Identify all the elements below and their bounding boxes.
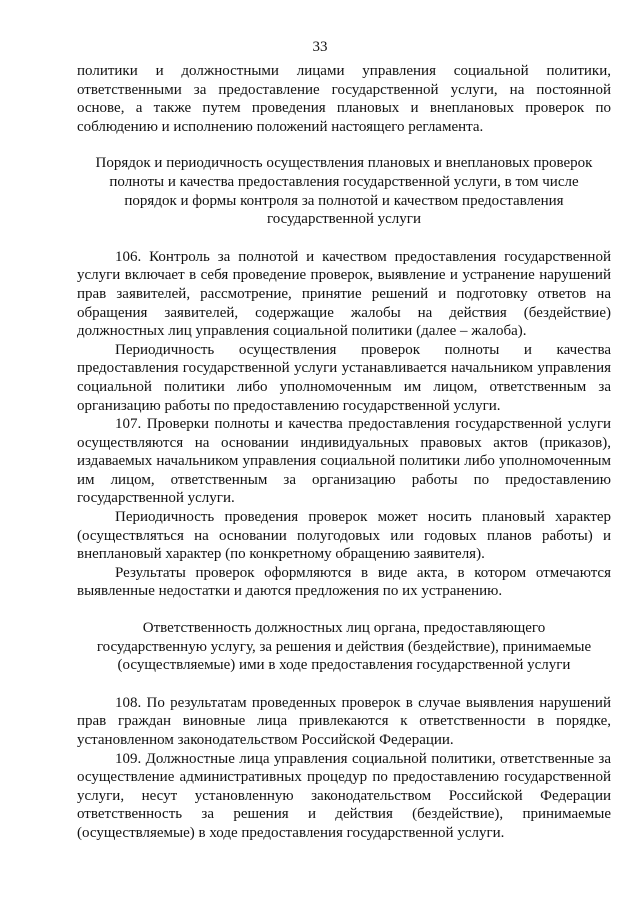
section-heading-control: Порядок и периодичность осуществления плановых и внеплановых проверок полноты и качества предоставления государственной услуги, в том числе порядок и формы контроля за полнотой и качеством предоставления государственной услуги [95, 155, 593, 228]
paragraph-108: 108. По результатам проведенных проверок в случае выявления нарушений прав граждан виновные лица привлекаются к ответственности в порядке, установленном законодательством Российской Федерации. [77, 694, 611, 748]
paragraph-107: 107. Проверки полноты и качества предоставления государственной услуги осуществляются на основании индивидуальных правовых актов (приказов), издаваемых начальником управления социальной политики либо уполномоченным им лицом, ответственным за организацию работы по предоставлению государственной услуги. [77, 416, 611, 507]
spacer [77, 675, 611, 694]
page-number: 33 [312, 39, 328, 55]
page-content [77, 62, 611, 843]
paragraph-check-results: Результаты проверок оформляются в виде акта, в котором отмечаются выявленные недостатки и даются предложения по их устранению. [77, 564, 611, 600]
section-heading-responsibility: Ответственность должностных лиц органа, предоставляющего государственную услугу, за решения и действия (бездействие), принимаемые (осуществляемые) ими в ходе предоставления государственной услуги [96, 620, 592, 674]
paragraph-106: 106. Контроль за полнотой и качеством предоставления государственной услуги включает в себя проведение проверок, выявление и устранение нарушений прав заявителей, рассмотрение, принятие решений и подготовку ответов на обращения заявителей, содержащие жалобы на действия (бездействие) должностных лиц управления социальной политики (далее – жалоба). [77, 248, 611, 340]
spacer [77, 229, 611, 248]
spacer [77, 136, 611, 154]
paragraph-periodicity: Периодичность осуществления проверок полноты и качества предоставления государственной услуги устанавливается начальником управления социальной политики либо уполномоченным им лицом, ответственным за организацию работы по предоставлению государственной услуги. [77, 341, 611, 414]
intro-paragraph: политики и должностными лицами управления социальной политики, ответственными за предоставление государственной услуги, на постоянной основе, а также путем проведения плановых и внеплановых проверок по соблюдению и исполнению положений настоящего регламента. [77, 63, 611, 135]
paragraph-check-frequency: Периодичность проведения проверок может носить плановый характер (осуществляться на основании полугодовых или годовых планов работы) и внеплановый характер (по конкретному обращению заявителя). [77, 509, 611, 563]
paragraph-109: 109. Должностные лица управления социальной политики, ответственные за осуществление административных процедур по предоставлению государственной услуги, несут установленную законодательством Российской Федерации ответственность за решения и действия (бездействие), принимаемые (осуществляемые) в ходе предоставления государственной услуги. [77, 750, 611, 841]
spacer [77, 601, 611, 619]
